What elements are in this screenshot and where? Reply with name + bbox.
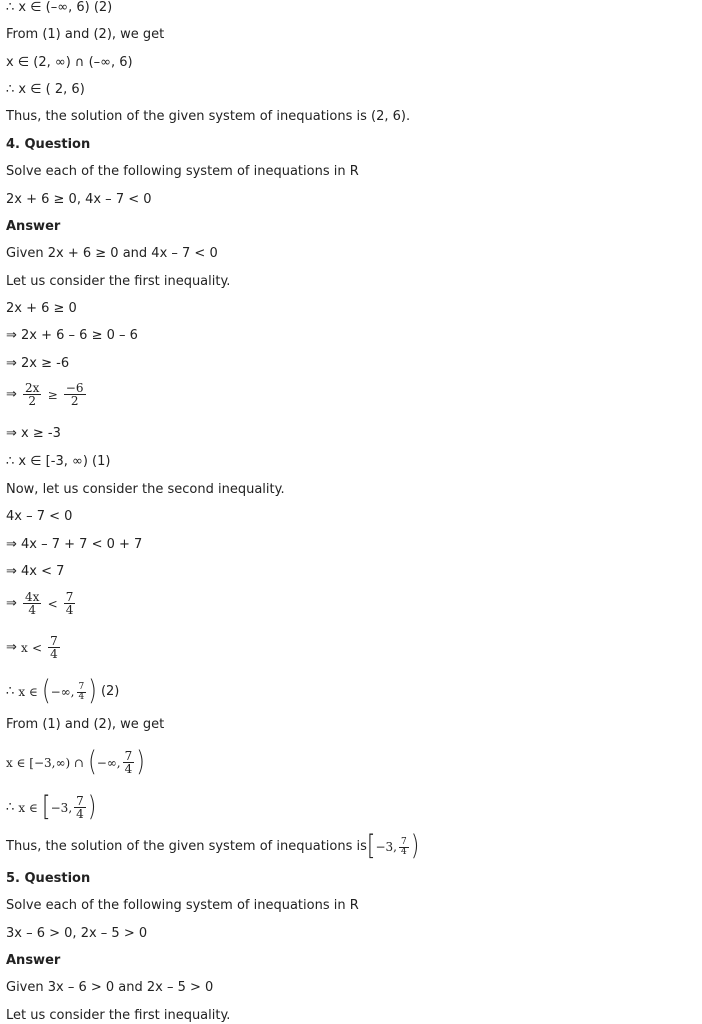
text-line: ⇒ x ≥ -3 [6,426,61,441]
text-line: Now, let us consider the second inequality. [6,482,285,497]
denominator: 4 [65,603,74,617]
text-line: x ∈ (2, ∞) ∩ (–∞, 6) [6,55,133,70]
numerator: 7 [124,749,133,763]
implies-symbol: ⇒ [6,639,17,655]
math-line-interval [6,791,97,823]
fraction [48,635,60,660]
math-line-interval [6,675,120,707]
answer-heading: Answer [6,953,61,968]
numerator: 4x [25,590,40,604]
therefore-symbol: ∴ [6,799,15,815]
left-paren: ( [88,746,97,778]
denominator: 4 [78,691,85,702]
numerator: 7 [76,794,84,808]
numerator: 7 [65,590,74,604]
math-line-fraction [6,591,77,616]
interval-value: −∞, [96,755,121,770]
left-bracket: [ [42,791,51,823]
operator: ≥ [47,387,58,402]
numerator: 7 [401,836,407,847]
denominator: 2 [28,394,37,408]
question-text: Solve each of the following system of inequations in R [6,898,359,913]
denominator: 4 [28,603,37,617]
question-heading: 4. Question [6,137,91,152]
right-paren: ) [87,791,97,823]
denominator: 4 [401,846,407,857]
variable: x [21,640,28,655]
text-line: From (1) and (2), we get [6,717,165,732]
equation-label: (2) [100,684,120,699]
text-line: Given 2x + 6 ≥ 0 and 4x – 7 < 0 [6,246,218,261]
text-line: Given 3x – 6 > 0 and 2x – 5 > 0 [6,980,214,995]
denominator: 4 [50,647,58,661]
text-line: ∴ x ∈ [-3, ∞) (1) [6,454,111,469]
fraction [23,591,41,616]
text-line: ⇒ 2x ≥ -6 [6,356,70,371]
fraction [64,591,76,616]
interval-prefix: x ∈ [18,685,38,699]
interval-prefix: x ∈ [−3,∞) ∩ [6,755,85,770]
implies-symbol: ⇒ [6,595,17,611]
numerator: 2x [25,381,40,395]
text-line: 2x + 6 ≥ 0 [6,301,77,316]
denominator: 2 [70,394,79,408]
text-line: 4x – 7 < 0 [6,509,73,524]
fraction [74,795,86,820]
interval-value: −3, [375,840,397,854]
therefore-symbol: ∴ [6,684,15,699]
text-line: ⇒ 4x < 7 [6,564,65,579]
text-line: ⇒ 4x – 7 + 7 < 0 + 7 [6,537,143,552]
text-line: ⇒ 2x + 6 – 6 ≥ 0 – 6 [6,328,138,343]
math-line-conclusion [6,830,420,862]
fraction [123,750,135,775]
left-bracket: [ [366,830,376,862]
fraction [399,838,409,857]
math-line-interval [6,746,145,778]
text-line: Let us consider the first inequality. [6,274,231,289]
denominator: 4 [124,762,133,776]
right-paren: ) [410,830,420,862]
fraction [64,382,86,407]
numerator: 7 [50,634,58,648]
fraction [77,683,87,702]
interval-prefix: x ∈ [18,800,38,815]
question-heading: 5. Question [6,871,91,886]
numerator: −6 [65,381,84,395]
math-line-fraction [6,382,88,407]
text-line: From (1) and (2), we get [6,27,165,42]
question-equation: 2x + 6 ≥ 0, 4x – 7 < 0 [6,192,152,207]
conclusion-text: Thus, the solution of the given system of inequations is [6,839,367,854]
text-line: ∴ x ∈ ( 2, 6) [6,82,85,97]
text-line: Let us consider the first inequality. [6,1008,231,1023]
left-paren: ( [42,675,51,707]
fraction [23,382,41,407]
question-text: Solve each of the following system of inequations in R [6,164,359,179]
denominator: 4 [76,807,84,821]
interval-value: −∞, [50,685,75,699]
math-line-fraction [6,635,62,660]
operator: < [47,596,58,611]
text-line: Thus, the solution of the given system of inequations is (2, 6). [6,109,411,124]
interval-value: −3, [50,800,73,815]
right-paren: ) [88,675,97,707]
implies-symbol: ⇒ [6,386,17,402]
question-equation: 3x – 6 > 0, 2x – 5 > 0 [6,926,148,941]
answer-heading: Answer [6,219,61,234]
text-line: ∴ x ∈ (–∞, 6) (2) [6,0,113,15]
right-paren: ) [136,746,145,778]
numerator: 7 [78,681,85,692]
operator: < [31,640,43,655]
